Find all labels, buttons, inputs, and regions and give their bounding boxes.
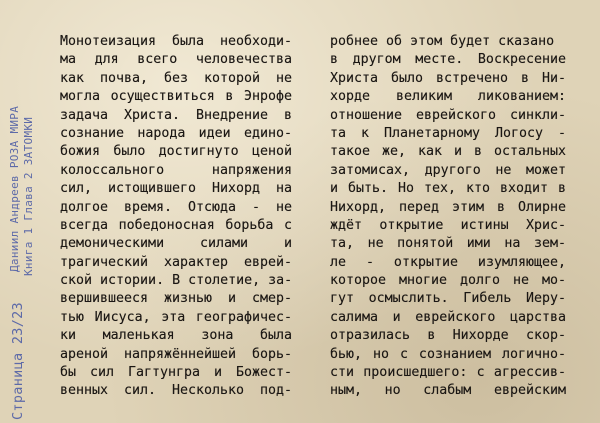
text-line: та к Планетарному Логосу - [330,125,566,141]
page-number-label: Страница 23/23 [10,302,26,420]
text-line: венных сил. Несколько под- [60,383,292,399]
text-line: божия было достигнуто ценой [60,144,292,160]
text-line: гут осмыслить. Гибель Иеру- [330,291,566,307]
text-line: сил, истощившего Нихорд на [60,181,292,197]
text-line: салима и еврейского царства [330,309,566,325]
author-title-label: Даниил Андреев РОЗА МИРА [8,105,21,272]
text-line: Христа было встречено в Ни- [330,70,566,86]
text-line: ареной напряжённейшей борь- [60,346,292,362]
text-line: колоссального напряжения [60,162,292,178]
text-line: которое многие долго не мо- [330,273,566,289]
text-line: та, не понятой ими на зем- [330,236,566,252]
text-line: демоническими силами и [60,236,292,252]
text-line: отношение еврейского синкли- [330,107,566,123]
chapter-label: Книга 1 Глава 2 ЗАТОМКИ [22,116,35,276]
text-line: всегда победоносная борьба с [60,217,292,233]
text-line: тью Иисуса, эта географичес- [60,309,292,325]
page-sidebar [2,0,50,423]
text-line: бы сил Гагтунгра и Божест- [60,365,292,381]
text-line: ным, но слабым еврейским [330,383,566,399]
text-line: такое же, как и в остальных [330,144,566,160]
text-line: в другом месте. Воскресение [330,52,566,68]
text-line: задача Христа. Внедрение в [60,107,292,123]
text-line: ждёт открытие истины Хрис- [330,217,566,233]
text-line: и быть. Но тех, кто входит в [330,181,566,197]
text-line: долгое время. Отсюда - не [60,199,292,215]
text-line: хорде великим ликованием: [330,89,566,105]
text-line: отразилась в Нихорде скор- [330,328,566,344]
text-line: затомисах, другого не может [330,162,566,178]
text-line: робнее об этом будет сказано [330,34,555,49]
text-line: могла осуществиться в Энрофе [60,89,292,105]
text-line: ма для всего человечества [60,52,292,68]
text-line: как почва, без которой не [60,70,292,86]
text-line: ле - открытие изумляющее, [330,254,566,270]
text-line: ки маленькая зона была [60,328,292,344]
text-line: вершившееся жизнью и смер- [60,291,292,307]
text-line: ской истории. В столетие, за- [60,273,292,289]
text-line: бью, но с сознанием логично- [330,346,566,362]
text-column-right [330,33,566,401]
text-line: Нихорд, перед этим в Олирне [330,199,566,215]
text-line: сти происшедшего: с агрессив- [330,365,566,381]
text-line: трагический характер еврей- [60,254,292,270]
text-line: Монотеизация была необходи- [60,34,292,49]
text-column-left [60,33,292,401]
text-line: сознание народа идеи едино- [60,125,292,141]
